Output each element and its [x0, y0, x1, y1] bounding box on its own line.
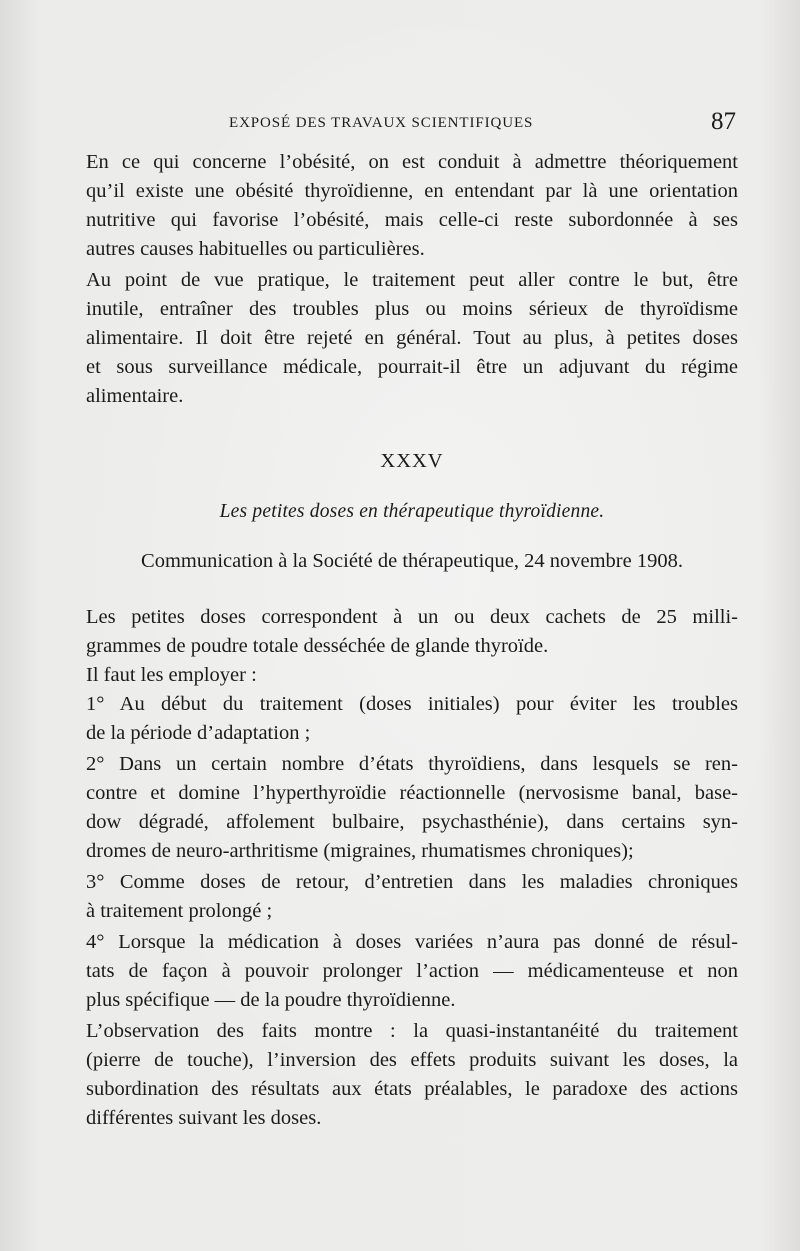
text-line: nutritive qui favorise l’obésité, mais celle-ci reste subordonnée à ses [86, 209, 738, 231]
text-line: En ce qui concerne l’obésité, on est conduit à admettre théoriquement [86, 151, 738, 173]
paragraph-doses [86, 603, 738, 661]
paragraph-practical [86, 266, 738, 411]
paragraph-observation [86, 1017, 738, 1133]
main-text [86, 148, 738, 1133]
text-line: à traitement prolongé ; [86, 900, 273, 922]
paragraph-item-2 [86, 750, 738, 866]
text-line: grammes de poudre totale desséchée de glande thyroïde. [86, 635, 549, 657]
text-line: contre et domine l’hyperthyroïdie réactionnelle (nervosisme banal, base- [86, 782, 738, 804]
text-line: L’observation des faits montre : la quasi-instantanéité du traitement [86, 1020, 738, 1042]
running-title: EXPOSÉ DES TRAVAUX SCIENTIFIQUES [229, 115, 534, 131]
text-line: qu’il existe une obésité thyroïdienne, en entendant par là une orientation [86, 180, 738, 202]
text-line: subordination des résultats aux états préalables, le paradoxe des actions [86, 1078, 738, 1100]
text-line: Les petites doses correspondent à un ou deux cachets de 25 milli- [86, 606, 738, 628]
communication-line: Communication à la Société de thérapeutique, 24 novembre 1908. [141, 550, 683, 572]
text-line: 1° Au début du traitement (doses initiales) pour éviter les troubles [86, 693, 738, 715]
text-line: alimentaire. [86, 385, 184, 407]
paragraph-obesity [86, 148, 738, 264]
text-line: plus spécifique — de la poudre thyroïdienne. [86, 989, 456, 1011]
page-number: 87 [711, 108, 736, 135]
text-line: alimentaire. Il doit être rejeté en général. Tout au plus, à petites doses [86, 327, 738, 349]
paragraph-employ [86, 661, 738, 690]
text-line: différentes suivant les doses. [86, 1107, 322, 1129]
running-header [0, 108, 800, 138]
text-line: 2° Dans un certain nombre d’états thyroïdiens, dans lesquels se ren- [86, 753, 738, 775]
paragraph-item-3 [86, 868, 738, 926]
text-line: dromes de neuro-arthritisme (migraines, rhumatismes chroniques); [86, 840, 634, 862]
text-line: (pierre de touche), l’inversion des effets produits suivant les doses, la [86, 1049, 738, 1071]
text-line: 3° Comme doses de retour, d’entretien dans les maladies chroniques [86, 871, 738, 893]
text-line: 4° Lorsque la médication à doses variées n’aura pas donné de résul- [86, 931, 738, 953]
text-line: et sous surveillance médicale, pourrait-il être un adjuvant du régime [86, 356, 738, 378]
text-line: tats de façon à pouvoir prolonger l’action — médicamenteuse et non [86, 960, 738, 982]
section-number: XXXV [380, 450, 444, 472]
text-line: inutile, entraîner des troubles plus ou moins sérieux de thyroïdisme [86, 298, 738, 320]
text-line: de la période d’adaptation ; [86, 722, 311, 744]
text-line: Au point de vue pratique, le traitement peut aller contre le but, être [86, 269, 738, 291]
paragraph-item-4 [86, 928, 738, 1015]
section-title: Les petites doses en thérapeutique thyroïdienne. [219, 501, 605, 522]
text-line: dow dégradé, affolement bulbaire, psychasthénie), dans certains syn- [86, 811, 738, 833]
paragraph-item-1 [86, 690, 738, 748]
text-line: Il faut les employer : [86, 664, 257, 686]
text-line: autres causes habituelles ou particulières. [86, 238, 425, 260]
